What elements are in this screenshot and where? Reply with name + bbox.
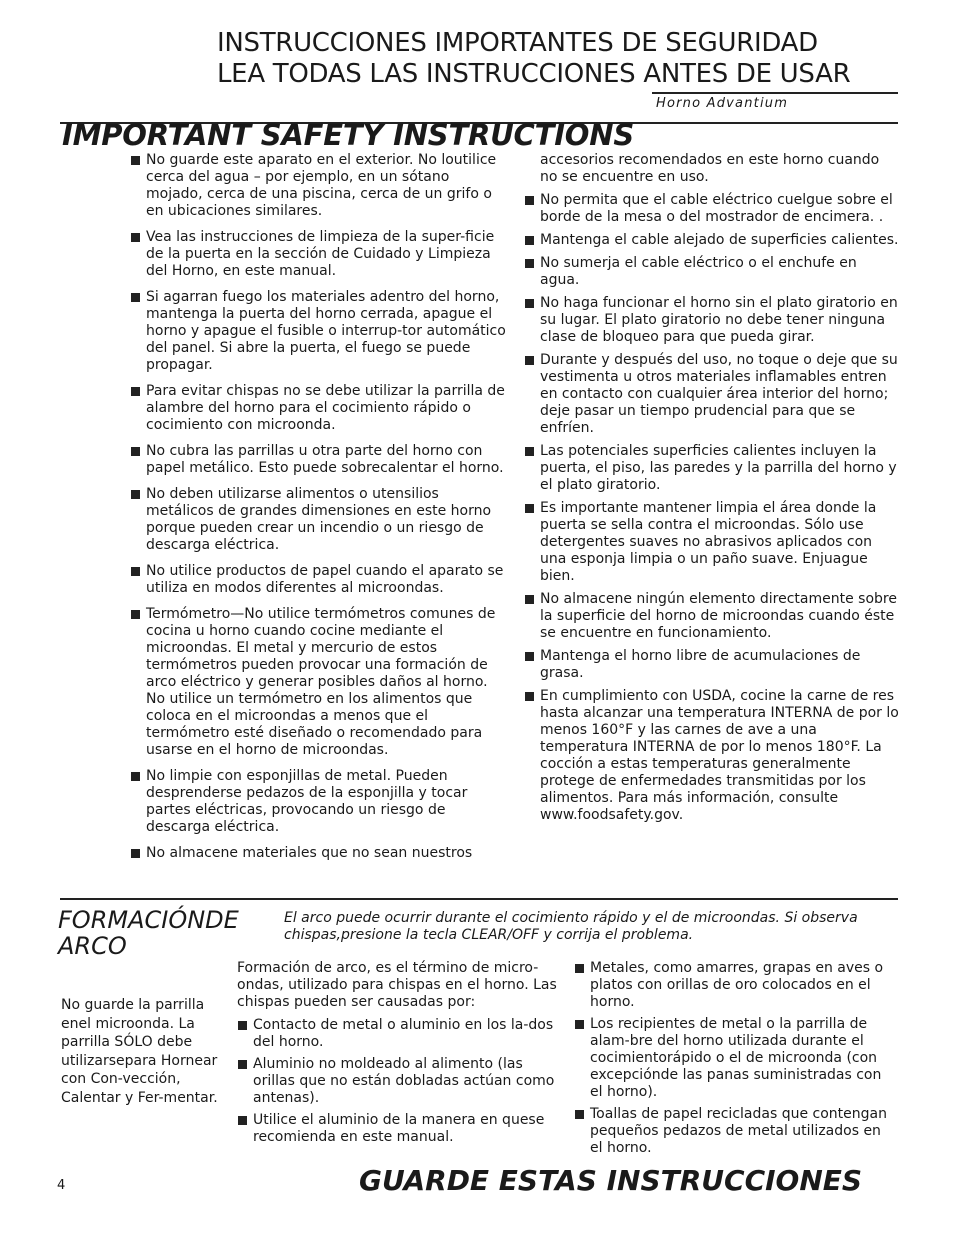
list-item: No guarde este aparato en el exterior. No loutilice cerca del agua – por ejemplo, en un sótano mojado, cerca de una piscina, cerca de un grifo o en ubicaciones similares. [130, 152, 506, 220]
arcing-definition: Formación de arco, es el término de micro-ondas, utilizado para chispas en el horno. Las chispas pueden ser causadas por: [237, 960, 557, 1010]
list-item: Para evitar chispas no se debe utilizar la parrilla de alambre del horno para el cocimiento rápido o cocimiento con microonda. [130, 383, 506, 434]
list-item: Mantenga el cable alejado de superficies calientes. [524, 232, 900, 249]
bullet-square-icon [525, 236, 534, 245]
bullet-square-icon [525, 504, 534, 513]
arcing-causes-left [237, 1017, 562, 1146]
header-title-line2: LEA TODAS LAS INSTRUCCIONES ANTES DE USAR [217, 59, 851, 89]
bullet-square-icon [131, 387, 140, 396]
bullet-square-icon [525, 692, 534, 701]
list-item: Metales, como amarres, grapas en aves o platos con orillas de oro colocados en el horno. [574, 960, 894, 1011]
bullet-square-icon [131, 447, 140, 456]
product-name: Horno Advantium [656, 96, 789, 111]
list-item: Termómetro—No utilice termómetros comunes de cocina u horno cuando cocine mediante el microondas. El metal y mercurio de estos termómetros pueden provocar una formación de arco eléctrico y generar posibles daños al horno. No utilice un termómetro en los alimentos que coloca en el microondas a menos que el termómetro esté diseñado o recomendado para usarse en el horno de microondas. [130, 606, 506, 759]
list-item: Los recipientes de metal o la parrilla de alam-bre del horno utilizada durante el cocimientorápido o el de microonda (con excepciónde las panas suministradas con el horno). [574, 1016, 894, 1101]
list-item: Mantenga el horno libre de acumulaciones de grasa. [524, 648, 900, 682]
arcing-causes-right [574, 960, 894, 1157]
bullet-square-icon [575, 1020, 584, 1029]
bullet-square-icon [131, 490, 140, 499]
bullet-square-icon [525, 356, 534, 365]
list-item: No almacene materiales que no sean nuestros [130, 845, 506, 862]
main-title: IMPORTANT SAFETY INSTRUCTIONS [62, 118, 635, 152]
bullet-square-icon [131, 156, 140, 165]
list-item: Si agarran fuego los materiales adentro del horno, mantenga la puerta del horno cerrada, apague el horno y apague el fusible o interrup-tor automático del panel. Si abre la puerta, el fuego se puede propagar. [130, 289, 506, 374]
list-item: No sumerja el cable eléctrico o el enchufe en agua. [524, 255, 900, 289]
list-item: Vea las instrucciones de limpieza de la super-ficie de la puerta en la sección de Cuidado y Limpieza del Horno, en este manual. [130, 229, 506, 280]
bullet-square-icon [525, 259, 534, 268]
safety-list-right [524, 152, 900, 824]
list-item: Es importante mantener limpia el área donde la puerta se sella contra el microondas. Sólo use detergentes suaves no abrasivos aplicados con una esponja limpia o un paño suave. Enjuague bien. [524, 500, 900, 585]
arcing-section-rule [60, 898, 898, 900]
list-item: Aluminio no moldeado al alimento (las orillas que no están dobladas actúan como antenas). [237, 1056, 562, 1107]
bullet-square-icon [525, 447, 534, 456]
list-item: No almacene ningún elemento directamente sobre la superficie del horno de microondas cuando éste se encuentre en funcionamiento. [524, 591, 900, 642]
list-item: Durante y después del uso, no toque o deje que su vestimenta u otros materiales inflamables entren en contacto con cualquier área interior del horno; deje pasar un tiempo prudencial para que se enfríen. [524, 352, 900, 437]
arcing-title-line2: ARCO [58, 932, 127, 960]
bullet-square-icon [525, 196, 534, 205]
rack-note: No guarde la parrilla enel microonda. La parrilla SÓLO debe utilizarsepara Hornear con Con-vección, Calentar y Fer-mentar. [61, 997, 218, 1106]
header-title-line1: INSTRUCCIONES IMPORTANTES DE SEGURIDAD [217, 28, 818, 58]
bullet-square-icon [238, 1021, 247, 1030]
header-rule [652, 92, 898, 94]
bullet-square-icon [131, 610, 140, 619]
arcing-intro: El arco puede ocurrir durante el cocimiento rápido y el de microondas. Si observa chispas,presione la tecla CLEAR/OFF y corrija el problema. [284, 910, 858, 943]
bullet-square-icon [525, 652, 534, 661]
bullet-square-icon [525, 595, 534, 604]
list-item-continuation: accesorios recomendados en este horno cuando no se encuentre en uso. [540, 152, 880, 185]
page-number: 4 [57, 1178, 66, 1193]
bullet-square-icon [575, 964, 584, 973]
bullet-square-icon [525, 299, 534, 308]
list-item: No utilice productos de papel cuando el aparato se utiliza en modos diferentes al microondas. [130, 563, 506, 597]
list-item: No permita que el cable eléctrico cuelgue sobre el borde de la mesa o del mostrador de encimera. . [524, 192, 900, 226]
arcing-title-line1: FORMACIÓNDE [58, 906, 239, 934]
list-item: Toallas de papel recicladas que contengan pequeños pedazos de metal utilizados en el horno. [574, 1106, 894, 1157]
bullet-square-icon [238, 1116, 247, 1125]
bullet-square-icon [131, 772, 140, 781]
list-item: No limpie con esponjillas de metal. Pueden desprenderse pedazos de la esponjilla y tocar partes eléctricas, provocando un riesgo de descarga eléctrica. [130, 768, 506, 836]
bullet-square-icon [131, 293, 140, 302]
bullet-square-icon [131, 233, 140, 242]
list-item: No haga funcionar el horno sin el plato giratorio en su lugar. El plato giratorio no debe tener ninguna clase de bloqueo para que pueda girar. [524, 295, 900, 346]
list-item: En cumplimiento con USDA, cocine la carne de res hasta alcanzar una temperatura INTERNA de por lo menos 160°F y las carnes de ave a una temperatura INTERNA de por lo menos 180°F. La cocción a estas temperaturas generalmente protege de enfermedades transmitidas por los alimentos. Para más información, consulte www.foodsafety.gov. [524, 688, 900, 824]
list-item: Las potenciales superficies calientes incluyen la puerta, el piso, las paredes y la parrilla del horno y el plato giratorio. [524, 443, 900, 494]
footer-title: GUARDE ESTAS INSTRUCCIONES [359, 1164, 863, 1197]
list-item: No deben utilizarse alimentos o utensilios metálicos de grandes dimensiones en este horno porque pueden crear un incendio o un riesgo de descarga eléctrica. [130, 486, 506, 554]
bullet-square-icon [238, 1060, 247, 1069]
list-item: No cubra las parrillas u otra parte del horno con papel metálico. Esto puede sobrecalentar el horno. [130, 443, 506, 477]
bullet-square-icon [131, 849, 140, 858]
list-item: Utilice el aluminio de la manera en quese recomienda en este manual. [237, 1112, 562, 1146]
bullet-square-icon [131, 567, 140, 576]
safety-list-left [130, 152, 506, 862]
bullet-square-icon [575, 1110, 584, 1119]
list-item: Contacto de metal o aluminio en los la-dos del horno. [237, 1017, 562, 1051]
